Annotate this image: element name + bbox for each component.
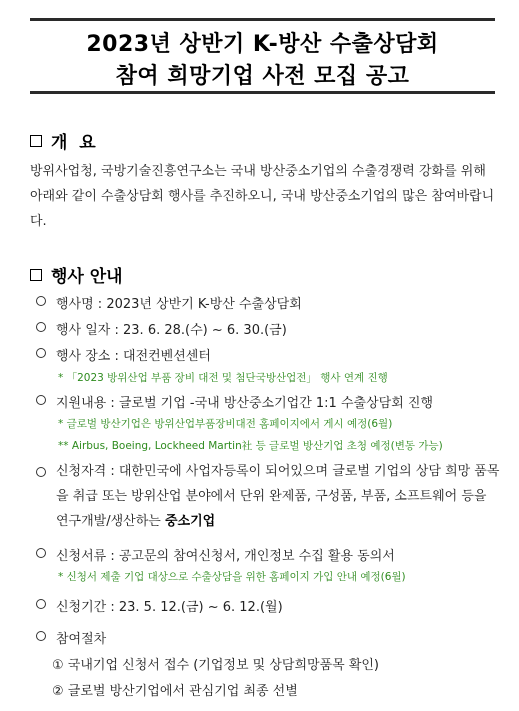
circle-bullet-icon — [36, 548, 46, 558]
section-event-title: 행사 안내 — [51, 267, 123, 287]
event-name-text: 행사명 : 2023년 상반기 K-방산 수출상담회 — [56, 297, 302, 312]
procedure-step-1: ① 국내기업 신청서 접수 (기업정보 및 상담희망품목 확인) — [52, 658, 380, 673]
procedure-text: 참여절차 — [56, 632, 107, 647]
item-documents — [36, 545, 395, 564]
support-note-2: ** Airbus, Boeing, Lockheed Martin社 등 글로벌 방산기업 초청 예정(변동 가능) — [58, 440, 443, 452]
support-text: 지원내용 : 글로벌 기업 -국내 방산중소기업간 1:1 수출상담회 진행 — [56, 396, 434, 411]
circle-bullet-icon — [36, 296, 46, 306]
overview-paragraph: 방위사업청, 국방기술진흥연구소는 국내 방산중소기업의 수출경쟁력 강화를 위해 아래와 같이 수출상담회 행사를 추진하오니, 국내 방산중소기업의 많은 참여바랍니다. — [30, 164, 495, 229]
period-text: 신청기간 : 23. 5. 12.(금) ~ 6. 12.(월) — [56, 600, 283, 615]
documents-note: * 신청서 제출 기업 대상으로 수출상담을 위한 홈페이지 가입 안내 예정(6월) — [58, 571, 406, 583]
section-event-heading — [30, 262, 123, 287]
documents-text: 신청서류 : 공고문의 참여신청서, 개인정보 수집 활용 동의서 — [56, 549, 395, 564]
document-title-line1: 2023년 상반기 K-방산 수출상담회 — [86, 32, 439, 57]
circle-bullet-icon — [36, 467, 46, 477]
item-qualification — [36, 459, 502, 534]
circle-bullet-icon — [36, 631, 46, 641]
square-bullet-icon — [30, 135, 42, 147]
circle-bullet-icon — [36, 322, 46, 332]
item-procedure — [36, 628, 106, 647]
document-title-line2: 참여 희망기업 사전 모집 공고 — [115, 64, 410, 89]
circle-bullet-icon — [36, 599, 46, 609]
section-overview-title: 개 요 — [51, 133, 96, 153]
event-date-text: 행사 일자 : 23. 6. 28.(수) ~ 6. 30.(금) — [56, 323, 287, 338]
item-event-date — [36, 319, 287, 338]
item-period — [36, 596, 283, 615]
item-event-name — [36, 293, 302, 312]
procedure-step-2: ② 글로벌 방산기업에서 관심기업 최종 선별 — [52, 684, 298, 699]
qualification-text: 신청자격 : 대한민국에 사업자등록이 되어있으며 글로벌 기업의 상담 희망 품목을 취급 또는 방위산업 분야에서 단위 완제품, 구성품, 부품, 소프트웨어 등을 연구개발/생산하는 — [56, 464, 500, 529]
place-note: * 「2023 방위산업 부품 장비 대전 및 첨단국방산업전」 행사 연계 진행 — [58, 372, 388, 384]
square-bullet-icon — [30, 269, 42, 281]
circle-bullet-icon — [36, 348, 46, 358]
item-support — [36, 392, 433, 411]
title-box — [30, 18, 495, 94]
section-overview-heading — [30, 128, 96, 153]
support-note-1: * 글로벌 방산기업은 방위산업부품장비대전 홈페이지에서 게시 예정(6월) — [58, 418, 393, 430]
item-event-place — [36, 345, 211, 364]
qualification-emphasis: 중소기업 — [165, 514, 216, 529]
circle-bullet-icon — [36, 395, 46, 405]
event-place-text: 행사 장소 : 대전컨벤션센터 — [56, 349, 211, 364]
